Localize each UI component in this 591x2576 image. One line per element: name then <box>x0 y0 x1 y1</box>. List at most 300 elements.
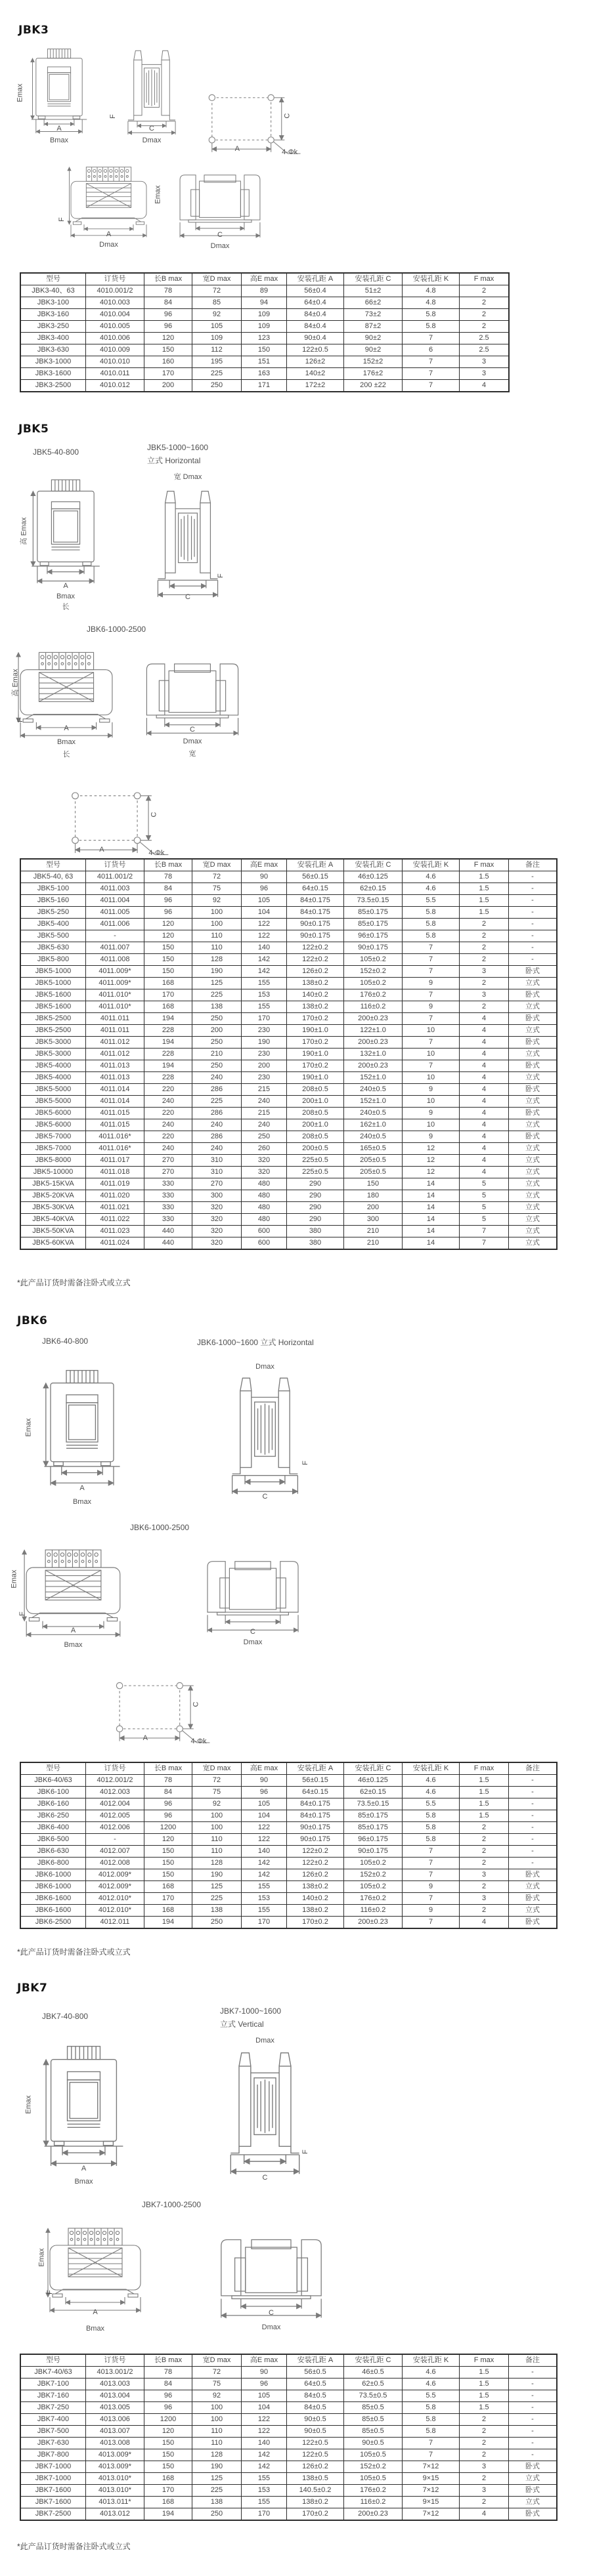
table-cell: 4 <box>460 1084 509 1096</box>
table-cell: 120 <box>144 2426 192 2438</box>
table-cell: 200±0.23 <box>344 2508 403 2521</box>
table-cell: 200 <box>192 1025 242 1037</box>
dim-label-dmax: Dmax <box>99 240 118 249</box>
table-cell: 170±0.2 <box>287 1060 344 1072</box>
table-cell: 4011.024 <box>86 1237 144 1250</box>
table-cell: 170 <box>144 1893 192 1905</box>
table-cell: 112 <box>192 344 242 356</box>
table-cell: 230 <box>242 1072 287 1084</box>
dim-label-a: A <box>56 124 62 133</box>
table-cell: 84 <box>144 1787 192 1798</box>
table-row <box>20 356 509 368</box>
table-cell: 4010.010 <box>86 356 144 368</box>
table-row <box>20 966 557 978</box>
table-row <box>20 978 557 989</box>
table-cell: 4011.014 <box>86 1084 144 1096</box>
table-cell: 225 <box>192 1096 242 1108</box>
table-cell: 卧式 <box>509 1893 558 1905</box>
table-cell: 380 <box>287 1237 344 1250</box>
table-cell: - <box>86 930 144 942</box>
table-row <box>20 321 509 333</box>
table-cell: 7 <box>460 1226 509 1237</box>
section-title-jbk3: JBK3 <box>18 24 49 37</box>
table-cell: 200±0.23 <box>344 1037 403 1049</box>
table-cell: 96 <box>144 309 192 321</box>
table-cell: 250 <box>192 1917 242 1929</box>
table-cell: 155 <box>242 1881 287 1893</box>
table-cell: 7 <box>403 989 460 1001</box>
dim-label-bmax: Bmax <box>56 738 76 746</box>
front-view-art <box>23 47 95 135</box>
jbk6-horizontal-side-view-diagram <box>204 1550 302 1646</box>
table-cell: 122±0.2 <box>287 1858 344 1869</box>
table-cell: 4011.013 <box>86 1060 144 1072</box>
table-cell: 132±1.0 <box>344 1049 403 1060</box>
table-row <box>20 1025 557 1037</box>
table-cell: JBK6-400 <box>20 1822 86 1834</box>
table-cell: 5.5 <box>403 895 460 907</box>
jbk3-core-front-view-diagram <box>57 164 162 249</box>
column-header: 长B max <box>144 273 192 285</box>
table-cell: 51±2 <box>344 285 403 297</box>
dim-label-a: A <box>99 845 104 854</box>
table-cell: 4 <box>460 1025 509 1037</box>
column-header: 安装孔距 A <box>287 1762 344 1775</box>
table-row <box>20 2426 557 2438</box>
table-row <box>20 333 509 344</box>
table-cell: JBK7-800 <box>20 2449 86 2461</box>
table-cell: 152±1.0 <box>344 1096 403 1108</box>
table-row <box>20 2485 557 2497</box>
table-cell: 92 <box>192 1798 242 1810</box>
table-cell: 220 <box>144 1131 192 1143</box>
table-cell: 73.5±0.15 <box>344 895 403 907</box>
dim-label-4-phi-k: 4-Φk <box>148 849 165 858</box>
table-cell: 125 <box>192 978 242 989</box>
table-row <box>20 1869 557 1881</box>
table-cell: 105±0.2 <box>344 1858 403 1869</box>
table-cell: 286 <box>192 1131 242 1143</box>
table-cell: 14 <box>403 1190 460 1202</box>
table-cell: 9 <box>403 1131 460 1143</box>
column-header: 订货号 <box>86 273 144 285</box>
table-cell: 4011.019 <box>86 1178 144 1190</box>
table-cell: JBK6-250 <box>20 1810 86 1822</box>
table-cell: 200±0.23 <box>344 1917 403 1929</box>
column-header: 安装孔距 C <box>344 2354 403 2367</box>
table-cell: 440 <box>144 1237 192 1250</box>
jbk5-spec-table <box>20 858 558 1250</box>
table-cell: 72 <box>192 871 242 883</box>
front-view-art <box>33 1368 131 1487</box>
table-cell: 2 <box>460 309 510 321</box>
column-header: 安装孔距 K <box>403 1762 460 1775</box>
table-row <box>20 380 509 392</box>
front-view-art <box>68 164 150 238</box>
table-cell: 250 <box>192 380 242 392</box>
table-cell: 116±0.2 <box>344 1905 403 1917</box>
table-cell: 62±0.15 <box>344 1787 403 1798</box>
table-cell: 2.5 <box>460 344 510 356</box>
table-cell: 4011.023 <box>86 1226 144 1237</box>
table-cell: 120 <box>144 1834 192 1846</box>
table-cell: 1200 <box>144 2414 192 2426</box>
dim-label-dmax: Dmax <box>255 2037 274 2045</box>
table-cell: 142 <box>242 2461 287 2473</box>
table-cell: 84 <box>144 297 192 309</box>
table-cell: 165±0.5 <box>344 1143 403 1155</box>
dim-label-chang: 长 <box>62 751 70 759</box>
table-cell: JBK5-500 <box>20 930 86 942</box>
table-cell: 240 <box>144 1143 192 1155</box>
side-view-art <box>224 1373 306 1495</box>
table-cell: 2 <box>460 297 510 309</box>
table-cell: 150 <box>144 954 192 966</box>
table-row <box>20 1798 557 1810</box>
table-cell: 2 <box>460 321 510 333</box>
table-row <box>20 1917 557 1929</box>
table-cell: 110 <box>192 2426 242 2438</box>
table-cell: 90±0.175 <box>287 1822 344 1834</box>
table-cell: 7 <box>403 1037 460 1049</box>
table-cell: 4012.005 <box>86 1810 144 1822</box>
table-cell: 200±0.5 <box>287 1143 344 1155</box>
table-cell: 168 <box>144 1001 192 1013</box>
table-cell: - <box>509 919 558 930</box>
table-cell: 2 <box>460 285 510 297</box>
table-cell: 4.6 <box>403 1775 460 1787</box>
table-cell: 66±2 <box>344 297 403 309</box>
table-cell: 84 <box>144 883 192 895</box>
dim-label-a: A <box>142 1734 148 1742</box>
table-cell: 14 <box>403 1202 460 1214</box>
table-cell: 176±0.2 <box>344 1893 403 1905</box>
table-row <box>20 309 509 321</box>
table-cell: 170±0.2 <box>287 1917 344 1929</box>
table-cell: 194 <box>144 2508 192 2521</box>
table-cell: 104 <box>242 907 287 919</box>
table-cell: 138±0.2 <box>287 1001 344 1013</box>
table-cell: 330 <box>144 1202 192 1214</box>
table-row <box>20 1060 557 1072</box>
table-cell: 190 <box>192 2461 242 2473</box>
table-cell: JBK5-40KVA <box>20 1214 86 1226</box>
table-cell: 4.6 <box>403 2379 460 2390</box>
front-view-art <box>26 478 105 585</box>
dim-label-c: C <box>192 1701 200 1707</box>
table-row <box>20 1072 557 1084</box>
table-cell: 84±0.5 <box>287 2402 344 2414</box>
table-cell: 105±0.5 <box>344 2473 403 2485</box>
table-cell: 140±2 <box>287 368 344 380</box>
column-header: 宽D max <box>192 859 242 871</box>
table-cell: 立式 <box>509 1001 558 1013</box>
table-cell: 240 <box>144 1096 192 1108</box>
column-header: 安装孔距 A <box>287 273 344 285</box>
table-cell: 96 <box>144 895 192 907</box>
dim-label-bmax: Bmax <box>72 1498 92 1506</box>
column-header: 安装孔距 K <box>403 273 460 285</box>
diagram-caption: JBK7-40-800 <box>42 2012 89 2021</box>
table-cell: 194 <box>144 1060 192 1072</box>
table-cell: 4013.009* <box>86 2461 144 2473</box>
table-cell: 4011.006 <box>86 919 144 930</box>
table-row <box>20 344 509 356</box>
table-cell: 250 <box>192 1037 242 1049</box>
table-cell: 9×15 <box>403 2473 460 2485</box>
table-cell: 90 <box>242 2367 287 2379</box>
table-cell: 卧式 <box>509 1917 558 1929</box>
table-cell: 122±0.5 <box>287 344 344 356</box>
table-cell: JBK5-400 <box>20 919 86 930</box>
column-header: 订货号 <box>86 1762 144 1775</box>
table-cell: JBK6-1600 <box>20 1905 86 1917</box>
table-row <box>20 1775 557 1787</box>
table-cell: JBK5-3000 <box>20 1049 86 1060</box>
table-cell: 9 <box>403 1001 460 1013</box>
table-cell: 立式 <box>509 1049 558 1060</box>
table-cell: 84±0.4 <box>287 321 344 333</box>
table-cell: 300 <box>344 1214 403 1226</box>
table-cell: 64±0.4 <box>287 297 344 309</box>
dim-label-c: C <box>250 1627 255 1636</box>
table-cell: 90±0.4 <box>287 333 344 344</box>
table-cell: 46±0.125 <box>344 871 403 883</box>
column-header: 安装孔距 C <box>344 273 403 285</box>
table-cell: 78 <box>144 285 192 297</box>
table-cell: 138±0.2 <box>287 978 344 989</box>
table-cell: 122 <box>242 930 287 942</box>
table-cell: - <box>509 2414 558 2426</box>
table-cell: 109 <box>242 309 287 321</box>
table-cell: 170 <box>242 1013 287 1025</box>
table-cell: 153 <box>242 989 287 1001</box>
table-cell: JBK6-40/63 <box>20 1775 86 1787</box>
table-cell: 225 <box>192 368 242 380</box>
mounting-holes-art <box>203 89 303 158</box>
table-cell: 126±0.2 <box>287 1869 344 1881</box>
table-cell: 46±0.5 <box>344 2367 403 2379</box>
table-cell: 卧式 <box>509 2461 558 2473</box>
table-cell: 320 <box>192 1202 242 1214</box>
table-cell: 73.5±0.15 <box>344 1798 403 1810</box>
table-cell: 240 <box>242 1119 287 1131</box>
table-cell: 90±0.175 <box>344 1846 403 1858</box>
table-cell: 228 <box>144 1049 192 1060</box>
table-cell: - <box>509 2379 558 2390</box>
column-header: 安装孔距 A <box>287 859 344 871</box>
table-cell: 84±0.175 <box>287 895 344 907</box>
table-row <box>20 285 509 297</box>
table-cell: - <box>509 2367 558 2379</box>
table-cell: 4 <box>460 1037 509 1049</box>
table-cell: 7 <box>403 380 460 392</box>
table-row <box>20 1834 557 1846</box>
dim-label-c: C <box>217 231 223 239</box>
table-cell: JBK5-5000 <box>20 1096 86 1108</box>
table-cell: 4013.007 <box>86 2426 144 2438</box>
table-row <box>20 2390 557 2402</box>
table-cell: 152±0.2 <box>344 1869 403 1881</box>
table-cell: 168 <box>144 978 192 989</box>
dim-label-f: F <box>301 2149 310 2154</box>
table-cell: 4011.004 <box>86 895 144 907</box>
table-cell: 2 <box>460 1858 509 1869</box>
table-cell: 170±0.2 <box>287 1013 344 1025</box>
table-cell: 立式 <box>509 2473 558 2485</box>
column-header: 安装孔距 C <box>344 1762 403 1775</box>
table-cell: JBK6-500 <box>20 1834 86 1846</box>
dim-label-kuan: 宽 <box>188 749 196 758</box>
table-row <box>20 297 509 309</box>
dim-label-c: C <box>149 124 154 133</box>
table-cell: 卧式 <box>509 1084 558 1096</box>
table-cell: 155 <box>242 2473 287 2485</box>
table-cell: 225 <box>192 989 242 1001</box>
table-cell: 142 <box>242 1869 287 1881</box>
table-cell: 10 <box>403 1049 460 1060</box>
table-cell: 109 <box>192 333 242 344</box>
table-cell: 4012.010* <box>86 1905 144 1917</box>
table-cell: 3 <box>460 989 509 1001</box>
table-cell: 4011.012 <box>86 1037 144 1049</box>
table-cell: 270 <box>144 1155 192 1167</box>
table-cell: 1.5 <box>460 1787 509 1798</box>
table-footnote: *此产品订货时需备注卧式或立式 <box>17 1278 131 1287</box>
table-cell: 4 <box>460 380 510 392</box>
jbk7-horizontal-side-view-diagram <box>212 2228 330 2333</box>
table-cell: 14 <box>403 1226 460 1237</box>
table-cell: 168 <box>144 2473 192 2485</box>
table-cell: 122±0.5 <box>287 2449 344 2461</box>
table-cell: 170±0.2 <box>287 2508 344 2521</box>
table-cell: 84±0.5 <box>287 2390 344 2402</box>
header-row <box>20 859 557 871</box>
table-cell: 84±0.175 <box>287 1810 344 1822</box>
table-cell: 138 <box>192 1905 242 1917</box>
table-cell: 5.8 <box>403 1810 460 1822</box>
table-cell: 225 <box>192 2485 242 2497</box>
table-cell: 14 <box>403 1178 460 1190</box>
table-cell: 150 <box>144 344 192 356</box>
table-cell: 380 <box>287 1226 344 1237</box>
table-row <box>20 1905 557 1917</box>
table-cell: 105 <box>242 1798 287 1810</box>
table-cell: 7 <box>403 942 460 954</box>
table-row <box>20 1143 557 1155</box>
table-cell: JBK5-8000 <box>20 1155 86 1167</box>
table-cell: 78 <box>144 1775 192 1787</box>
dim-label-emax: Emax <box>16 83 24 102</box>
table-cell: 480 <box>242 1202 287 1214</box>
table-cell: 250 <box>192 1060 242 1072</box>
table-cell: 116±0.2 <box>344 1001 403 1013</box>
table-cell: 168 <box>144 2497 192 2508</box>
table-cell: 4 <box>460 1096 509 1108</box>
table-cell: 4013.001/2 <box>86 2367 144 2379</box>
table-cell: 170 <box>144 2485 192 2497</box>
table-cell: 152±2 <box>344 356 403 368</box>
table-cell: 85±0.5 <box>344 2414 403 2426</box>
table-cell: JBK7-500 <box>20 2426 86 2438</box>
table-cell: 4013.005 <box>86 2402 144 2414</box>
table-cell: 卧式 <box>509 1869 558 1881</box>
table-cell: 205±0.5 <box>344 1167 403 1178</box>
table-cell: 2 <box>460 1834 509 1846</box>
table-cell: 240 <box>144 1119 192 1131</box>
table-cell: 90±0.5 <box>287 2426 344 2438</box>
table-cell: JBK7-40/63 <box>20 2367 86 2379</box>
table-row <box>20 1084 557 1096</box>
table-cell: 85±0.5 <box>344 2426 403 2438</box>
table-cell: JBK5-4000 <box>20 1060 86 1072</box>
table-cell: JBK3-2500 <box>20 380 86 392</box>
table-cell: 92 <box>192 2390 242 2402</box>
dim-label-dmax: Dmax <box>183 737 202 746</box>
table-cell: - <box>509 1787 558 1798</box>
table-row <box>20 1822 557 1834</box>
column-header: 型号 <box>20 273 86 285</box>
dim-label-a: A <box>79 1484 85 1493</box>
diagram-caption: JBK7-1000~1600 <box>220 2006 282 2016</box>
table-cell: 7 <box>403 1013 460 1025</box>
table-row <box>20 2402 557 2414</box>
table-cell: 4011.022 <box>86 1214 144 1226</box>
table-cell: 85±0.175 <box>344 1810 403 1822</box>
table-cell: 3 <box>460 1893 509 1905</box>
table-cell: 100 <box>192 907 242 919</box>
jbk5-horizontal-side-view-diagram <box>144 653 241 758</box>
table-cell: 立式 <box>509 1096 558 1108</box>
table-row <box>20 1131 557 1143</box>
table-cell: 2 <box>460 2414 509 2426</box>
table-cell: 190 <box>192 966 242 978</box>
dim-label-kuan-dmax: 宽 Dmax <box>173 473 202 481</box>
table-cell: JBK7-100 <box>20 2379 86 2390</box>
table-cell: 480 <box>242 1190 287 1202</box>
table-cell: 4 <box>460 1013 509 1025</box>
column-header: 高E max <box>242 2354 287 2367</box>
table-cell: 7 <box>403 356 460 368</box>
table-cell: 4011.007 <box>86 942 144 954</box>
section-title-jbk7: JBK7 <box>17 1982 48 1995</box>
table-cell: 104 <box>242 2402 287 2414</box>
table-row <box>20 930 557 942</box>
table-cell: 7 <box>403 1869 460 1881</box>
table-cell: 96 <box>242 1787 287 1798</box>
table-cell: - <box>509 1822 558 1834</box>
table-cell: 250 <box>192 2508 242 2521</box>
table-cell: 7 <box>460 1237 509 1250</box>
table-cell: 150 <box>144 2438 192 2449</box>
table-cell: JBK5-10000 <box>20 1167 86 1178</box>
table-cell: 4 <box>460 1167 509 1178</box>
table-cell: 立式 <box>509 1025 558 1037</box>
table-row <box>20 942 557 954</box>
table-cell: 122±0.2 <box>287 942 344 954</box>
table-cell: JBK5-6000 <box>20 1108 86 1119</box>
table-row <box>20 1226 557 1237</box>
jbk7-side-view-diagram <box>224 2037 310 2185</box>
table-cell: JBK5-40, 63 <box>20 871 86 883</box>
table-row <box>20 1202 557 1214</box>
diagram-caption: JBK6-40-800 <box>42 1337 89 1346</box>
table-cell: 96±0.175 <box>344 930 403 942</box>
dim-label-f: F <box>18 1611 27 1616</box>
table-cell: 4012.001/2 <box>86 1775 144 1787</box>
table-cell: 4.6 <box>403 2367 460 2379</box>
table-cell: 155 <box>242 1001 287 1013</box>
